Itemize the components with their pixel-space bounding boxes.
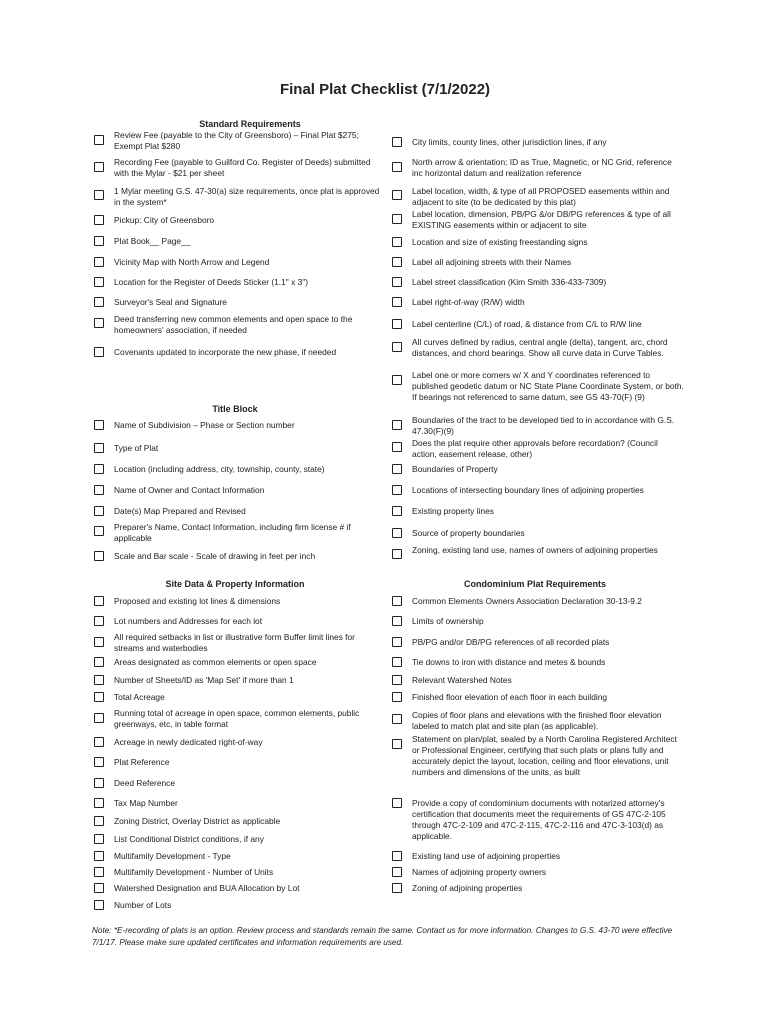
section-heading-site-data: Site Data & Property Information — [165, 579, 305, 589]
section-heading-condo: Condominium Plat Requirements — [463, 579, 606, 589]
checkbox[interactable] — [94, 713, 104, 723]
checklist-item-label: All required setbacks in list or illustrative form Buffer limit lines for streams and waterbodies — [114, 632, 355, 653]
checklist-item-label: Location (including address, city, township, county, state) — [114, 464, 325, 474]
checklist-item-label: Pickup: City of Greensboro — [114, 215, 215, 225]
checkbox[interactable] — [94, 236, 104, 246]
checklist-item-label: Multifamily Development - Type — [114, 851, 231, 861]
checklist-item-label: Zoning of adjoining properties — [412, 883, 523, 893]
checkbox[interactable] — [94, 851, 104, 861]
checklist-item-label: Zoning, existing land use, names of owners of adjoining properties — [412, 545, 658, 555]
checklist-item-label: Proposed and existing lot lines & dimensions — [114, 596, 281, 606]
checkbox[interactable] — [392, 297, 402, 307]
checkbox[interactable] — [94, 737, 104, 747]
checklist-item-label: Acreage in newly dedicated right-of-way — [114, 737, 263, 747]
checklist-item-label: Label one or more corners w/ X and Y coordinates referenced to published geodetic datum or NC State Plane Coordinate System, or both. If bearings not referenced to same datum, see GS 43-70(F) (9) — [412, 370, 684, 402]
checklist-item-label: Scale and Bar scale - Scale of drawing in feet per inch — [114, 551, 316, 561]
checkbox[interactable] — [94, 900, 104, 910]
checkbox[interactable] — [94, 692, 104, 702]
checklist-item-label: Names of adjoining property owners — [412, 867, 547, 877]
checkbox[interactable] — [392, 319, 402, 329]
checklist-item-label: Areas designated as common elements or open space — [114, 657, 317, 667]
checklist-item-label: Provide a copy of condominium documents with notarized attorney's certification that documents meet the requirements of GS 47C-2-105 through 47C-2-109 and 47C-2-115, 47C-2-116 and 47C-3-103(d) as applicable. — [412, 798, 666, 841]
checklist-item-label: Watershed Designation and BUA Allocation by Lot — [114, 883, 300, 893]
checkbox[interactable] — [94, 420, 104, 430]
checklist-item-label: Label right-of-way (R/W) width — [412, 297, 525, 307]
checkbox[interactable] — [392, 237, 402, 247]
checkbox[interactable] — [392, 714, 402, 724]
checkbox[interactable] — [392, 485, 402, 495]
checkbox[interactable] — [94, 616, 104, 626]
checklist-item-label: Source of property boundaries — [412, 528, 525, 538]
checklist-item-label: Existing property lines — [412, 506, 494, 516]
checkbox[interactable] — [94, 190, 104, 200]
checkbox[interactable] — [392, 596, 402, 606]
checkbox[interactable] — [392, 675, 402, 685]
checklist-item-label: Preparer's Name, Contact Information, including firm license # if applicable — [114, 522, 351, 543]
checklist-item-label: Number of Sheets/ID as 'Map Set' if more than 1 — [114, 675, 294, 685]
checkbox[interactable] — [392, 257, 402, 267]
checklist-item-label: Date(s) Map Prepared and Revised — [114, 506, 246, 516]
checkbox[interactable] — [94, 297, 104, 307]
checklist-item-label: Tax Map Number — [114, 798, 178, 808]
checkbox[interactable] — [94, 506, 104, 516]
checkbox[interactable] — [392, 162, 402, 172]
checkbox[interactable] — [94, 443, 104, 453]
checkbox[interactable] — [392, 867, 402, 877]
checklist-item-label: Label all adjoining streets with their Names — [412, 257, 572, 267]
checklist-item-label: Label street classification (Kim Smith 336-433-7309) — [412, 277, 607, 287]
checkbox[interactable] — [94, 798, 104, 808]
checklist-item-label: Type of Plat — [114, 443, 159, 453]
checkbox[interactable] — [392, 883, 402, 893]
checkbox[interactable] — [94, 657, 104, 667]
checklist-item-label: Zoning District, Overlay District as applicable — [114, 816, 281, 826]
checkbox[interactable] — [392, 277, 402, 287]
checkbox[interactable] — [94, 135, 104, 145]
checkbox[interactable] — [94, 526, 104, 536]
checklist-item-label: Surveyor's Seal and Signature — [114, 297, 227, 307]
checkbox[interactable] — [392, 506, 402, 516]
checkbox[interactable] — [392, 420, 402, 430]
checkbox[interactable] — [94, 277, 104, 287]
checkbox[interactable] — [94, 637, 104, 647]
checklist-item-label: List Conditional District conditions, if any — [114, 834, 264, 844]
checkbox[interactable] — [392, 137, 402, 147]
checklist-item-label: Statement on plan/plat, sealed by a North Carolina Registered Architect or Professional Engineer, certifying that such plats or plans fully and accurately depict the layout, location, ceiling and floor elevations, unit numbers and dimensions of the units, as built — [412, 734, 677, 777]
checkbox[interactable] — [392, 190, 402, 200]
checkbox[interactable] — [94, 867, 104, 877]
checklist-item-label: Number of Lots — [114, 900, 172, 910]
checkbox[interactable] — [94, 215, 104, 225]
checklist-item-label: Deed Reference — [114, 778, 175, 788]
checklist-item-label: Location and size of existing freestanding signs — [412, 237, 588, 247]
checklist-item-label: Existing land use of adjoining properties — [412, 851, 561, 861]
checklist-item-label: Name of Subdivision – Phase or Section number — [114, 420, 295, 430]
checkbox[interactable] — [94, 834, 104, 844]
section-heading-title-block: Title Block — [212, 404, 258, 414]
section-heading-standard: Standard Requirements — [199, 119, 301, 129]
checklist-item-label: Label location, dimension, PB/PG &/or DB/PG references & type of all EXISTING easements within or adjacent to site — [412, 209, 671, 230]
checklist-item-label: PB/PG and/or DB/PG references of all recorded plats — [412, 637, 610, 647]
checkbox[interactable] — [94, 485, 104, 495]
checkbox[interactable] — [94, 551, 104, 561]
checkbox[interactable] — [392, 214, 402, 224]
checklist-item-label: Label centerline (C/L) of road, & distance from C/L to R/W line — [412, 319, 642, 329]
checklist-item-label: 1 Mylar meeting G.S. 47-30(a) size requirements, once plat is approved in the system* — [114, 186, 380, 207]
checklist-item-label: North arrow & orientation; ID as True, Magnetic, or NC Grid, reference inc horizontal datum and realization reference — [412, 157, 672, 178]
checkbox[interactable] — [392, 637, 402, 647]
checklist-item-label: Deed transferring new common elements and open space to the homeowners' association, if needed — [114, 314, 353, 335]
checklist-item-label: Running total of acreage in open space, common elements, public greenways, etc, in table format — [114, 708, 360, 729]
checkbox[interactable] — [94, 757, 104, 767]
checkbox[interactable] — [94, 162, 104, 172]
checkbox[interactable] — [392, 464, 402, 474]
checkbox[interactable] — [94, 778, 104, 788]
checklist-item-label: Lot numbers and Addresses for each lot — [114, 616, 263, 626]
checkbox[interactable] — [94, 318, 104, 328]
checklist-item-label: City limits, county lines, other jurisdiction lines, if any — [412, 137, 607, 147]
checkbox[interactable] — [392, 375, 402, 385]
checkbox[interactable] — [94, 257, 104, 267]
checklist-item-label: Multifamily Development - Number of Units — [114, 867, 274, 877]
checkbox[interactable] — [392, 342, 402, 352]
checkbox[interactable] — [392, 528, 402, 538]
footnote: Note: *E-recording of plats is an option. Review process and standards remain the same. Contact us for more information. Changes to G.S. 43-70 were effective 7/1/17. Please make sure updated certificates and information requirements are used. — [92, 926, 673, 947]
checklist-item-label: Covenants updated to incorporate the new phase, if needed — [114, 347, 337, 357]
checklist-item-label: Recording Fee (payable to Guilford Co. Register of Deeds) submitted with the Mylar - $21 per sheet — [114, 157, 371, 178]
checkbox[interactable] — [392, 442, 402, 452]
checkbox[interactable] — [392, 798, 402, 808]
checkbox[interactable] — [392, 851, 402, 861]
checkbox[interactable] — [94, 596, 104, 606]
checklist-item-label: Tie downs to iron with distance and metes & bounds — [412, 657, 606, 667]
checkbox[interactable] — [94, 675, 104, 685]
checklist-item-label: Location for the Register of Deeds Sticker (1.1" x 3") — [114, 277, 309, 287]
checkbox[interactable] — [392, 739, 402, 749]
checklist-item-label: Limits of ownership — [412, 616, 484, 626]
checkbox[interactable] — [392, 692, 402, 702]
checklist-item-label: Vicinity Map with North Arrow and Legend — [114, 257, 270, 267]
checklist-item-label: Name of Owner and Contact Information — [114, 485, 265, 495]
checklist-item-label: Finished floor elevation of each floor in each building — [412, 692, 608, 702]
checklist-item-label: Plat Book__ Page__ — [114, 236, 191, 246]
checklist-item-label: Review Fee (payable to the City of Greensboro) – Final Plat $275; Exempt Plat $280 — [114, 130, 359, 151]
checklist-item-label: Common Elements Owners Association Declaration 30-13-9.2 — [412, 596, 642, 606]
checklist-item-label: Copies of floor plans and elevations with the finished floor elevation labeled to match plat and site plan (as applicable). — [412, 710, 662, 731]
checklist-item-label: Locations of intersecting boundary lines of adjoining properties — [412, 485, 644, 495]
checklist-item-label: Does the plat require other approvals before recordation? (Council action, easement release, other) — [412, 438, 658, 459]
checkbox[interactable] — [392, 549, 402, 559]
checklist-item-label: Relevant Watershed Notes — [412, 675, 512, 685]
page-title: Final Plat Checklist (7/1/2022) — [279, 81, 491, 98]
checkbox[interactable] — [94, 883, 104, 893]
checkbox[interactable] — [392, 657, 402, 667]
checklist-item-label: Boundaries of Property — [412, 464, 498, 474]
checkbox[interactable] — [94, 347, 104, 357]
checkbox[interactable] — [94, 816, 104, 826]
checklist-item-label: Label location, width, & type of all PROPOSED easements within and adjacent to site (to be dedicated by this plat) — [412, 186, 670, 207]
checklist-item-label: Boundaries of the tract to be developed tied to in accordance with G.S. 47.30(F)(9) — [412, 415, 675, 436]
checkbox[interactable] — [392, 616, 402, 626]
checkbox[interactable] — [94, 464, 104, 474]
checklist-item-label: Total Acreage — [114, 692, 165, 702]
checklist-item-label: All curves defined by radius, central angle (delta), tangent, arc, chord distances, and chord bearings. Show all curve data in Curve Tables. — [412, 337, 668, 358]
checklist-item-label: Plat Reference — [114, 757, 170, 767]
